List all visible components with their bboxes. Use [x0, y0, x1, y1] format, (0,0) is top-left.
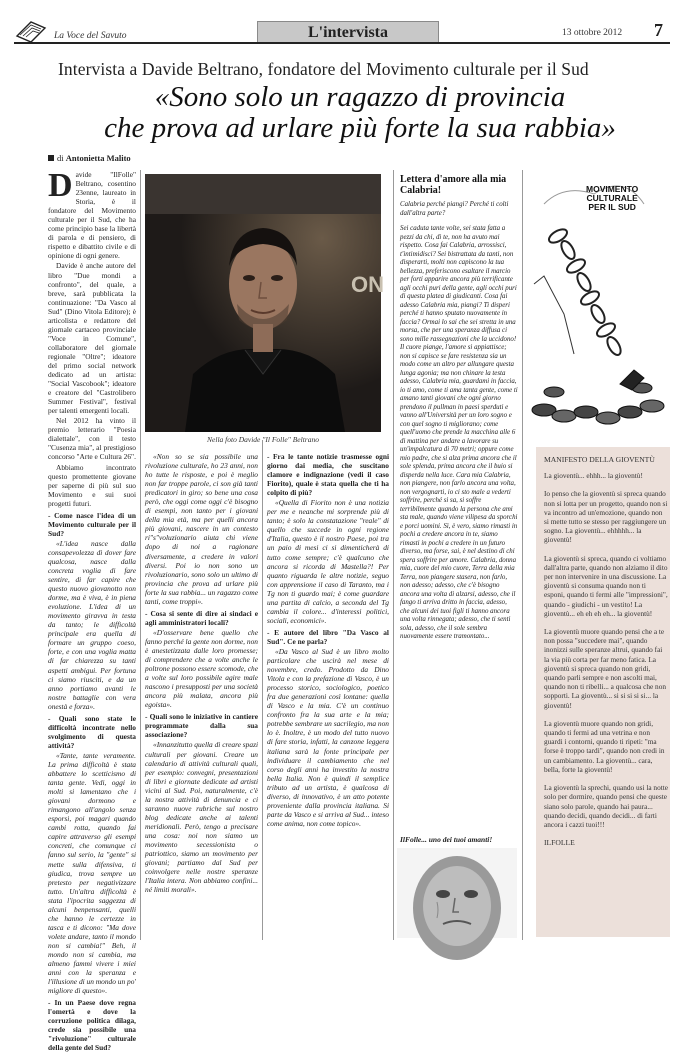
manifesto-title: MANIFESTO DELLA GIOVENTÙ	[544, 455, 655, 464]
svg-text:ON: ON	[351, 272, 384, 297]
manifesto-stanza: La gioventù muore quando non gridi, quando ti fermi ad una vetrina e non guardi i contorni, quando ti ripeti: "ma forse è troppo tardi", quando non credi in un cambiamento. La gioventù... cara, bella, forte la gioventù!	[544, 718, 665, 774]
poster-line: CULTURALE	[586, 193, 638, 203]
interview-question: - Fra le tante notizie trasmesse ogni giorno dai media, che suscitano clamore e indignazione (vedi il caso Fiorito), quale è stata quella che ti ha colpito di più?	[267, 452, 389, 498]
section-label: L'intervista	[257, 21, 439, 43]
paragraph: Davide è anche autore del libro "Due mondi a confronto", del quale, a breve, sarà pubblicata la continuazione: "Da Vasco al Sud" (Dino Vitola Editore); è articolista e redattore del giornale cartaceo provinciale "Voce in Comune", collaboratore del giornale regionale "Oltre"; ideatore del primo social network dedicato ad un artista: "Social Vascobook"; ideatore e creatore del "Castrolibero Summer Festival", festival per talenti emergenti locali.	[48, 261, 136, 416]
byline-square-icon	[48, 155, 54, 161]
poster-line: MOVIMENTO	[586, 184, 639, 194]
poem-stanza: Calabria perché piangi? Perché ti colti dall'altra parte?	[400, 201, 509, 217]
headline-line-1: «Sono solo un ragazzo di provincia	[154, 81, 566, 113]
interview-answer: «Quella di Fiorito non è una notizia per me e neanche mi sorprende più di tanto; è solo la constatazione "reale" di quello che succede in ogni regione d'Italia, questo è il nostro Paese, poi tra un paio di mesi ci si dimenticherà di tutto come sempre; c'è qualcuno che ancora si ricorda di Mastella?! Per quanto riguarda le altre notizie, seguo con apprensione il caso di Taranto, ma i Tg non ti guardo mai; è come guardare una partita di calcio, a seconda del Tg cambia il colore... d'interessi politici, sociali, economici».	[267, 498, 389, 625]
column-rule	[140, 170, 141, 940]
headline-line-2: che prova ad urlare più forte la sua rabbia»	[104, 112, 616, 144]
manifesto-stanza: La gioventù la sprechi, quando usi la notte solo per dormire, quando pensi che queste siano solo parole, quando hai paura... quando decidi, quando decidi... di farti ancora i cazzi tuoi!!!	[544, 783, 669, 829]
interview-answer: «L'idea nasce dalla consapevolezza di dover fare qualcosa, nasce dalla concreta voglia di fare sentire, di far capire che questo nuovo giovanotto non dorme, ma è viva, è in piena evoluzione. L'idea di un movimento giravva in testa da tanto; le difficoltà principale era quella di formare un gruppo coeso, forte, e con una voglia matta di far chiarezza su tanti aspetti ambigui. Per fortuna ci siamo riusciti, e da un anno portiamo avanti le nostre battaglie con vera onestà e forza».	[48, 538, 136, 711]
poem-stanza: Sei caduta tante volte, sei stata fatta a pezzi da chi, di te, non ha avuto mai rispetto. Cosa fai Calabria, arrossisci, t'intimidisci? Sei bistrattata da tanti, non disperarti, molti non capiscono la tua bellezza, preferiscono esaltare il marcio per forti apparire ancora più terrificante agli occhi puri della gente, agli occhi puri di questa platea di giudicanti. Cosa fai adesso Calabria mia, piangi? Ti disperi perché ti hanno sputato nuovamente in faccia? Ormai lo sai che sei stretta in una morsa, che per una speranza diffusa ci sono mille rassegnazioni che la uccidono! Il cuore piange, l'amore si appiattisce; non si capisce se fare resistenza sia un modo come un altro per allungare questa lunga agonia; ma non chinare la testa adesso, Calabria mia, guardami in faccia, io ti amo, come ti ama tanta gente, come ti amano tanti giovani che ogni giorno prendono il pullman in paesi sperduti e vanno all'Università per un loro sogno e con quel sogno ti migliorano; come quell'uomo che prende la macchina alle 6 di mattina per andare a lavorare su un'impalcatura di 70 metri; oppure come mio padre, che si alza prima ancora che il sole splenda, prima ancora che il buio si disperda nella luce. Cara mia Calabria, non piangere, non farlo ancora una volta, non vergognarti, io ci sto male a vederti soffrire, perché si sa, si soffre terribilmente quando la persona che ami sta male, quando viene vilipesa da sporchi e porci uomini. Sì, è vero, siamo rimasti in pochi a credere ancora in te, siamo rimasti in pochi a credere in un futuro diverso, ma forse, sai, è nel destino di chi spera soffrire per amore. Calabria, donna mia, cuore del mio cuore, Terra della mia Terra, non piangere stasera, non farlo, non adesso; adesso, che c'è bisogno ancora una volta di alzarsi, adesso, che il fango ti arriva dritto in faccia, adesso, che alcuni dei tuoi figli ti hanno ancora una volta rinnegata; adesso, che ti senti sola, adesso, che il sole sembra nuovamente essere tramontato...	[400, 225, 518, 640]
interview-question: - Cosa si sente di dire ai sindaci e agli amministratori locali?	[145, 608, 258, 627]
manifesto-text	[544, 455, 668, 847]
sad-face-illustration	[397, 848, 517, 938]
paragraph: Nel 2012 ha vinto il premio letterario "Poesia dialettale", con il testo "Cusenza mia", al prestigioso concorso "Arte e Cultura 26".	[48, 416, 136, 462]
article-kicker: Intervista a Davide Beltrano, fondatore del Movimento culturale per il Sud	[58, 59, 589, 79]
article-column-1	[48, 167, 136, 1053]
manifesto-signature: ILFOLLE	[544, 838, 575, 848]
interview-answer: «Tante, tante veramente. La prima difficoltà è stata abbattere lo scetticismo di tanta gente. Vedi, oggi in molti si lamentano che i giovani dormono e rimangono all'angolo senza esporsi, poi magari quando cambi rotta, quando fai capire attraverso gli esempi concreti, che comunque ci fanno sul serio, la "gente" si mette sulla difensiva, ti giudica, trova sempre un pretesto per negativizzare tutto. Un'altra difficoltà è stata l'ipocrita saggezza di alcuni benpensanti, quelli che hanno le certezze in tasca e ti dicono: "Ma dove volete andare, tanto il mondo non si cambia!" Beh, il mondo non si cambia, ma almeno fammi vivere i miei anni con la speranza e l'illusione di un mondo un po' migliore di questo».	[48, 750, 136, 996]
poem-signature: IlFolle... uno dei tuoi amanti!	[400, 835, 493, 844]
paper-logo-icon	[14, 18, 48, 44]
manifesto-stanza: La gioventù... ehhh... la gioventù!	[544, 471, 643, 481]
interview-question: - Quali sono le iniziative in cantiere programmate dalla sua associazione?	[145, 712, 258, 740]
column-rule	[393, 170, 394, 940]
header-rule	[14, 42, 670, 44]
interview-question: - In un Paese dove regna l'omertà e dove la corruzione politica dilaga, crede sia possibile una "rivoluzione" culturale della gente del Sud?	[48, 998, 136, 1053]
poem-title: Lettera d'amore alla mia Calabria!	[400, 174, 507, 196]
portrait-photo	[145, 174, 384, 432]
manifesto-stanza: Io penso che la gioventù si spreca quando non si lotta per un progetto, quando non si va incontro ad un'emozione, quando non si mette tutto se stesso per raggiungere un sogno. La gioventù... ehhhhh... la gioventù!	[544, 489, 668, 545]
article-headline	[60, 82, 660, 144]
column-rule	[262, 440, 263, 940]
poster-line: PER IL SUD	[588, 202, 636, 212]
manifesto-stanza: La gioventù muore quando pensi che a te non possa "succedere mai", quando inonizzi sulle speranze altrui, quando fai la via più corta per far meno fatica. La gioventù si spreca quando non gridi, quando parli sempre e non ascolti mai, quando non ti ribelli... a qualcosa che non sopporti. La gioventù... si si si si si... la gioventù!	[544, 627, 666, 710]
paper-name: La Voce del Savuto	[54, 31, 127, 41]
interview-answer: «D'osservare bene quello che fanno perché la gente non dorme, non è anestetizzata dalle loro promesse; di comprendere che a volte anche le poltrone possono essere scomode, che a volte sul loro possibile agire male nascono i presupposti per una società ancora più malata, ancora più egoista».	[145, 627, 258, 710]
page-number: 7	[654, 20, 663, 40]
interview-answer: «Non so se sia possibile una rivoluzione culturale, ho 23 anni, non ho tutte le risposte, e poi è meglio non far troppe parole, ci son già tanti predicatori in giro; so bene una cosa però, che oggi come oggi c'è bisogno di esempi, non tanto per i giovani della mia età, ma per quelli ancora più giovani, nascere in un contesto ri"s"voluzionario aiuta chi viene dopo di noi a ragionare diversamente, a credere in valori diversi. Poi io non sono un rivoluzionario, sono solo un ultimo di provincia che prova ad urlare più forte la sua rabbia... un ragazzo come tanti, come troppi».	[145, 452, 258, 606]
interview-answer: «Da Vasco al Sud è un libro molto particolare che uscirà nel mese di novembre, credo. Prodotto da Dino Vitola e con la prefazione di Vasco, è un processo storico, sociologico, poetico fra due generazioni così lontane: quella di Vasco e la mia. C'è un continuo confronto fra la sua arte e la mia; potrebbe sembrare un sacrilegio, ma non lo è. Inoltre, è un modo del tutto nuovo di fare storia, infatti, la canzone leggera italiana sarà la fonte principale per individuare il cambiamento che nel corso degli anni ha investito la nostra bella Italia. Non è quindi il semplice tributo ad un artista, è qualcosa di diverso, di innovativo, è un atto potente proveniente dalla provincia italiana. Si parte da Vasco e si arriva al Sud... inteso come anima, non come topico».	[267, 646, 389, 828]
article-column-2	[145, 452, 258, 940]
interview-question: - E autore del libro "Da Vasco al Sud". Ce ne parla?	[267, 627, 389, 646]
paragraph: Abbiamo incontrato questo promettente giovane per saperne di più sul suo Movimento e sui suoi progetti futuri.	[48, 462, 136, 508]
article-column-3	[267, 452, 389, 940]
intro-paragraph: avide "IlFolle" Beltrano, cosentino 23enne, laureato in Storia, è il fondatore del Movimento culturale per il Sud, che ha come principio base la libertà di parola e di pensiero, di rispetto e dibattito civile e di opinione di ogni genere.	[48, 170, 136, 261]
drop-cap: D	[48, 167, 73, 204]
issue-date: 13 ottobre 2012	[562, 28, 623, 38]
interview-question: - Quali sono state le difficoltà incontrate nello svolgimento di questa attività?	[48, 713, 136, 750]
interview-question: - Come nasce l'idea di un Movimento culturale per il Sud?	[48, 510, 136, 538]
byline	[48, 153, 131, 163]
interview-answer: «Innanzitutto quella di creare spazi culturali per giovani. Creare un calendario di attività culturali quali, per esempio: convegni, presentazioni di libri e giornate dedicate ad artisti vicini al Sud. Poi, naturalmente, c'è la nostra attività di denuncia e ci saranno nuove rubriche sul nostro blog dedicate anche ai talenti meridionali. Però, tengo a precisare una cosa: noi non siamo un movimento secessionista o patriottico, siamo un movimento per giovani; partiamo dal Sud per coinvolgere nelle nostre speranze l'Italia intera. Non abbiamo confini... né limiti morali».	[145, 740, 258, 895]
photo-caption: Nella foto Davide "Il Folle" Beltrano	[207, 435, 319, 444]
manifesto-stanza: La gioventù si spreca, quando ci voltiamo dall'altra parte, quando non alziamo il dito per non intervenire in una discussione. La gioventù si consuma quando non ti esponi, quando ti fermi alle "impressioni", quando - giudichi - un vestito! La gioventù... eh eh eh eh... la gioventù!	[544, 553, 668, 618]
byline-prefix: di	[57, 153, 64, 163]
byline-author: Antonietta Malito	[65, 153, 131, 163]
column-rule	[522, 170, 523, 940]
poster-title	[586, 185, 638, 212]
page-header	[14, 14, 670, 50]
poem-body	[400, 201, 518, 831]
